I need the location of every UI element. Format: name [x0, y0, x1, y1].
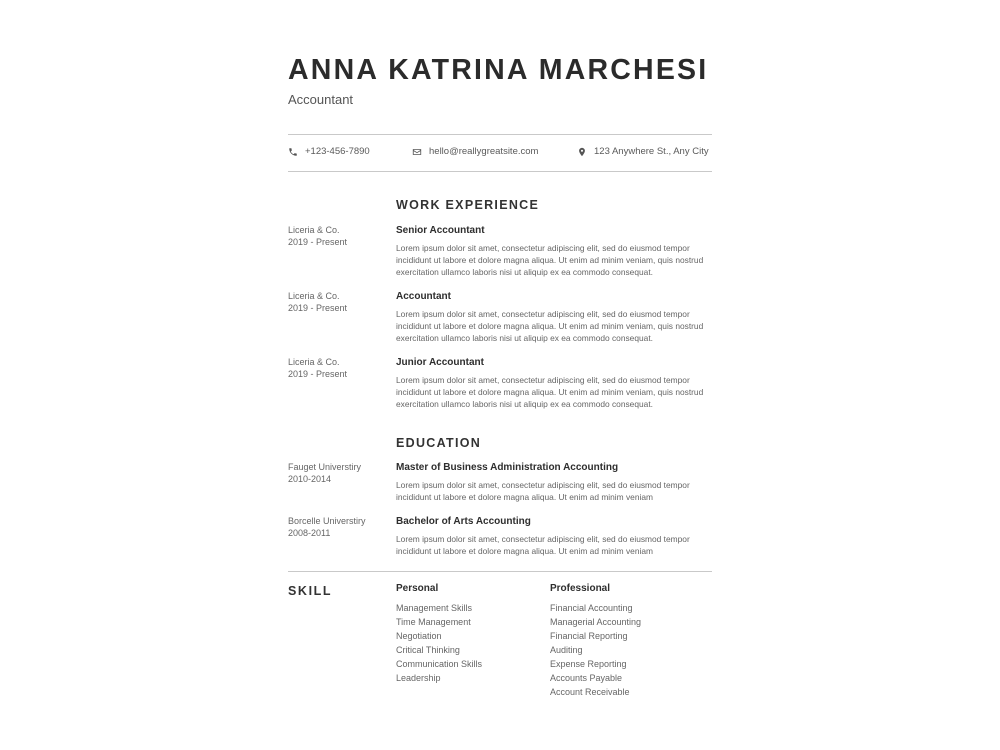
mail-icon [412, 147, 422, 157]
job-title: Senior Accountant [396, 225, 485, 236]
skill-item: Account Receivable [550, 687, 630, 697]
skill-heading: SKILL [288, 584, 333, 598]
location-pin-icon [577, 147, 587, 157]
resume-page [288, 0, 712, 750]
education-heading: EDUCATION [396, 436, 482, 450]
work-experience-heading: WORK EXPERIENCE [396, 198, 540, 212]
skill-item: Financial Accounting [550, 603, 633, 613]
job-description: Lorem ipsum dolor sit amet, consectetur adipiscing elit, sed do eiusmod tempor incididunt ut labore et dolore magna aliqua. Ut enim ad minim veniam, quis nostrud exercitation ullamco laboris nisi ut aliquip ex ea commodo consequat. [396, 243, 704, 277]
professional-skills [550, 582, 641, 699]
work-entry-meta [288, 290, 388, 314]
skill-item: Critical Thinking [396, 645, 460, 655]
contact-bottom-divider [288, 171, 712, 172]
work-entry [396, 356, 714, 410]
contact-email [412, 146, 538, 157]
contact-address [577, 146, 709, 157]
education-entry [396, 461, 714, 503]
email-address: hello@reallygreatsite.com [429, 146, 539, 157]
degree-description: Lorem ipsum dolor sit amet, consectetur adipiscing elit, sed do eiusmod tempor incididunt ut labore et dolore magna aliqua. Ut enim ad minim veniam [396, 480, 690, 502]
work-dates: 2019 - Present [288, 303, 348, 313]
job-title: Accountant [396, 291, 451, 302]
skill-item: Management Skills [396, 603, 473, 613]
contact-phone [288, 146, 370, 157]
work-entry-meta [288, 224, 388, 248]
skill-item: Managerial Accounting [550, 617, 642, 627]
education-dates: 2008-2011 [288, 528, 331, 538]
work-company: Liceria & Co. [288, 225, 340, 235]
personal-skills [396, 582, 482, 685]
work-entry [396, 290, 714, 344]
skill-item: Financial Reporting [550, 631, 628, 641]
street-address: 123 Anywhere St., Any City [594, 146, 709, 157]
job-description: Lorem ipsum dolor sit amet, consectetur adipiscing elit, sed do eiusmod tempor incididunt ut labore et dolore magna aliqua. Ut enim ad minim veniam, quis nostrud exercitation ullamco laboris nisi ut aliquip ex ea commodo consequat. [396, 309, 704, 343]
work-entry-meta [288, 356, 388, 380]
contact-top-divider [288, 134, 712, 135]
degree-title: Master of Business Administration Accounting [396, 462, 619, 473]
job-title: Junior Accountant [396, 357, 484, 368]
education-entry-meta [288, 515, 388, 539]
skill-item: Accounts Payable [550, 673, 623, 683]
professional-skills-title: Professional [550, 583, 611, 594]
work-dates: 2019 - Present [288, 237, 348, 247]
degree-title: Bachelor of Arts Accounting [396, 516, 531, 527]
skill-item: Communication Skills [396, 659, 483, 669]
work-company: Liceria & Co. [288, 357, 340, 367]
resume-name: ANNA KATRINA MARCHESI [288, 54, 709, 86]
work-dates: 2019 - Present [288, 369, 348, 379]
job-description: Lorem ipsum dolor sit amet, consectetur adipiscing elit, sed do eiusmod tempor incididunt ut labore et dolore magna aliqua. Ut enim ad minim veniam, quis nostrud exercitation ullamco laboris nisi ut aliquip ex ea commodo consequat. [396, 375, 704, 409]
personal-skills-title: Personal [396, 583, 439, 594]
work-company: Liceria & Co. [288, 291, 340, 301]
skill-item: Auditing [550, 645, 583, 655]
phone-number: +123-456-7890 [305, 146, 370, 157]
resume-role: Accountant [288, 92, 354, 107]
school-name: Borcelle Universtiry [288, 516, 366, 526]
skill-divider [288, 571, 712, 572]
education-entry-meta [288, 461, 388, 485]
education-dates: 2010-2014 [288, 474, 332, 484]
work-entry [396, 224, 714, 278]
skill-item: Leadership [396, 673, 441, 683]
phone-icon [288, 147, 298, 157]
school-name: Fauget Universtiry [288, 462, 362, 472]
skill-item: Time Management [396, 617, 471, 627]
skill-item: Negotiation [396, 631, 442, 641]
skill-item: Expense Reporting [550, 659, 627, 669]
degree-description: Lorem ipsum dolor sit amet, consectetur adipiscing elit, sed do eiusmod tempor incididunt ut labore et dolore magna aliqua. Ut enim ad minim veniam [396, 534, 690, 556]
education-entry [396, 515, 714, 557]
